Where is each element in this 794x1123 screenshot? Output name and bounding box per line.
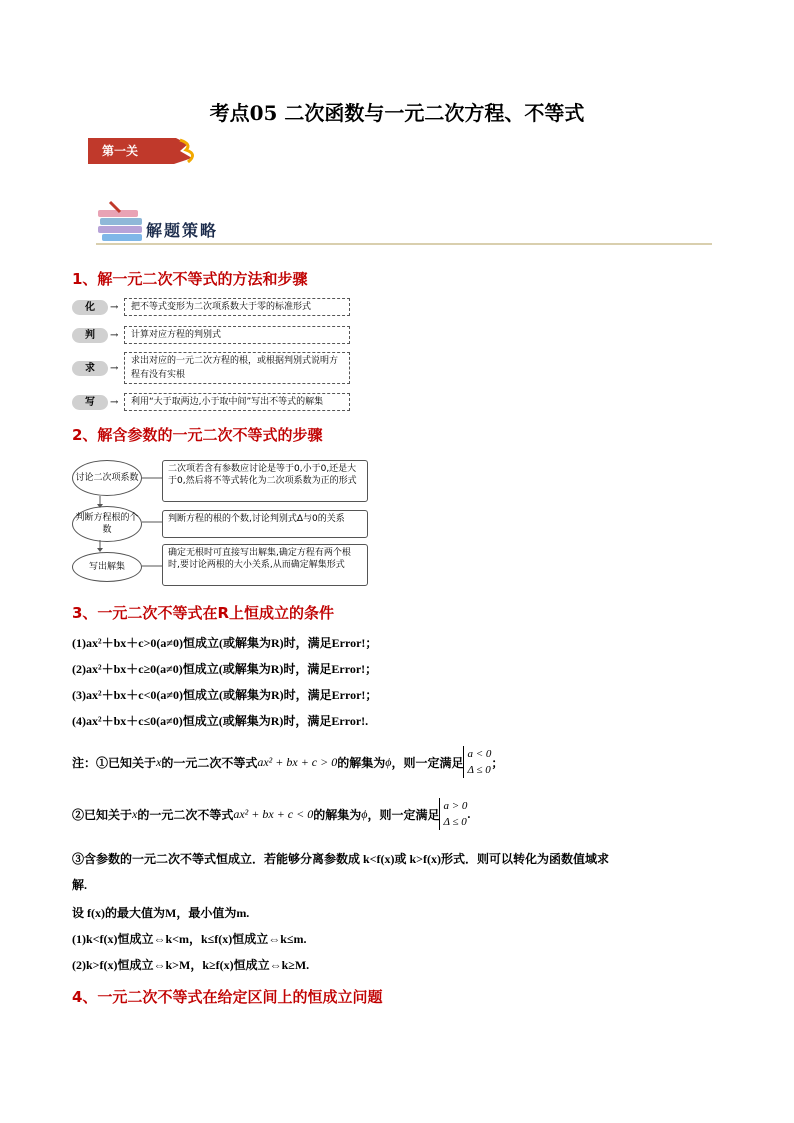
flow-desc: 二次项若含有参数应讨论是等于0,小于0,还是大于0,然后将不等式转化为二次项系数为正的形式 — [162, 460, 368, 502]
section3-heading: 3、一元二次不等式在R上恒成立的条件 — [72, 604, 334, 622]
setup-line: 设 f(x)的最大值为M，最小值为m. — [72, 906, 250, 920]
step-badge: 化 — [72, 300, 108, 315]
note2-tail: 的解集为 — [313, 807, 362, 822]
section1-heading: 1、解一元二次不等式的方法和步骤 — [72, 270, 308, 288]
note1-tail: 的解集为 — [337, 755, 386, 770]
flow-node: 讨论二次项系数 — [72, 460, 142, 496]
note2-text: 的一元二次不等式 — [137, 807, 234, 822]
condition-line: (4)ax²＋bx＋c≤0(a≠0)恒成立(或解集为R)时，满足Error!. — [72, 714, 369, 728]
flow-desc: 确定无根时可直接写出解集,确定方程有两个根时,要讨论两根的大小关系,从而确定解集形式 — [162, 544, 368, 586]
banner-label: 第一关 — [102, 144, 139, 158]
level-banner — [88, 138, 200, 164]
step-badge: 求 — [72, 361, 108, 376]
note1-phi: ϕ — [385, 754, 392, 769]
note2-var: x — [132, 806, 138, 821]
note1 — [72, 744, 503, 780]
note2-inequality: ax² + bx + c < 0 — [233, 806, 314, 821]
step-text: 利用“大于取两边,小于取中间”写出不等式的解集 — [124, 393, 350, 411]
note1-end: ，则一定满足 — [391, 755, 464, 770]
divider — [96, 243, 712, 245]
step-text: 求出对应的一元二次方程的根，或根据判别式说明方程有没有实根 — [124, 352, 350, 384]
strategy-label: 解题策略 — [146, 221, 219, 240]
step-badge: 判 — [72, 328, 108, 343]
condition-line: (1)ax²＋bx＋c>0(a≠0)恒成立(或解集为R)时，满足Error!； — [72, 636, 378, 650]
note1-var: x — [156, 754, 162, 769]
rule-line: (1)k<f(x)恒成立⇔k<m，k≤f(x)恒成立⇔k≤m. — [72, 932, 307, 946]
section1-steps — [72, 298, 362, 416]
note1-text: 的一元二次不等式 — [161, 755, 258, 770]
note2-cond1: a > 0 — [443, 800, 468, 812]
note2-prefix: ②已知关于 — [72, 807, 133, 822]
step-text: 把不等式变形为二次项系数大于零的标准形式 — [124, 298, 350, 316]
note2-phi: ϕ — [361, 806, 368, 821]
note1-conditions — [463, 746, 491, 778]
note2-cond2: Δ ≤ 0 — [443, 816, 467, 828]
arrow-right-icon: → — [110, 397, 119, 408]
step-badge: 写 — [72, 395, 108, 410]
rule-line: (2)k>f(x)恒成立⇔k>M，k≥f(x)恒成立⇔k≥M. — [72, 958, 310, 972]
condition-line: (2)ax²＋bx＋c≥0(a≠0)恒成立(或解集为R)时，满足Error!； — [72, 662, 378, 676]
note2 — [72, 796, 470, 832]
note2-period: . — [467, 806, 471, 821]
section4-heading: 4、一元二次不等式在给定区间上的恒成立问题 — [72, 988, 383, 1006]
note1-semicolon: ； — [491, 755, 504, 770]
note2-conditions — [439, 798, 467, 830]
note1-inequality: ax² + bx + c > 0 — [257, 754, 338, 769]
strategy-header — [96, 200, 236, 244]
note3-line1: ③含参数的一元二次不等式恒成立．若能够分离参数成 k<f(x)或 k>f(x)形式．则可以转化为函数值域求 — [72, 852, 610, 866]
books-icon — [96, 200, 146, 244]
flow-node: 判断方程根的个数 — [72, 506, 142, 542]
arrow-right-icon: → — [110, 363, 119, 374]
step-text: 计算对应方程的判别式 — [124, 326, 350, 344]
arrow-right-icon: → — [110, 330, 119, 341]
note1-cond2: Δ ≤ 0 — [467, 764, 491, 776]
arrow-right-icon: → — [110, 302, 119, 313]
condition-line: (3)ax²＋bx＋c<0(a≠0)恒成立(或解集为R)时，满足Error!； — [72, 688, 378, 702]
flow-desc: 判断方程的根的个数,讨论判别式Δ与0的关系 — [162, 510, 368, 538]
note1-cond1: a < 0 — [467, 748, 492, 760]
section2-flow — [70, 458, 370, 588]
note3-line2: 解. — [72, 878, 88, 892]
note1-prefix: 注：①已知关于 — [72, 755, 157, 770]
note2-end: ，则一定满足 — [367, 807, 440, 822]
section2-heading: 2、解含参数的一元二次不等式的步骤 — [72, 426, 323, 444]
flow-node: 写出解集 — [72, 552, 142, 582]
page-title: 考点05 二次函数与一元二次方程、不等式 — [209, 101, 585, 125]
